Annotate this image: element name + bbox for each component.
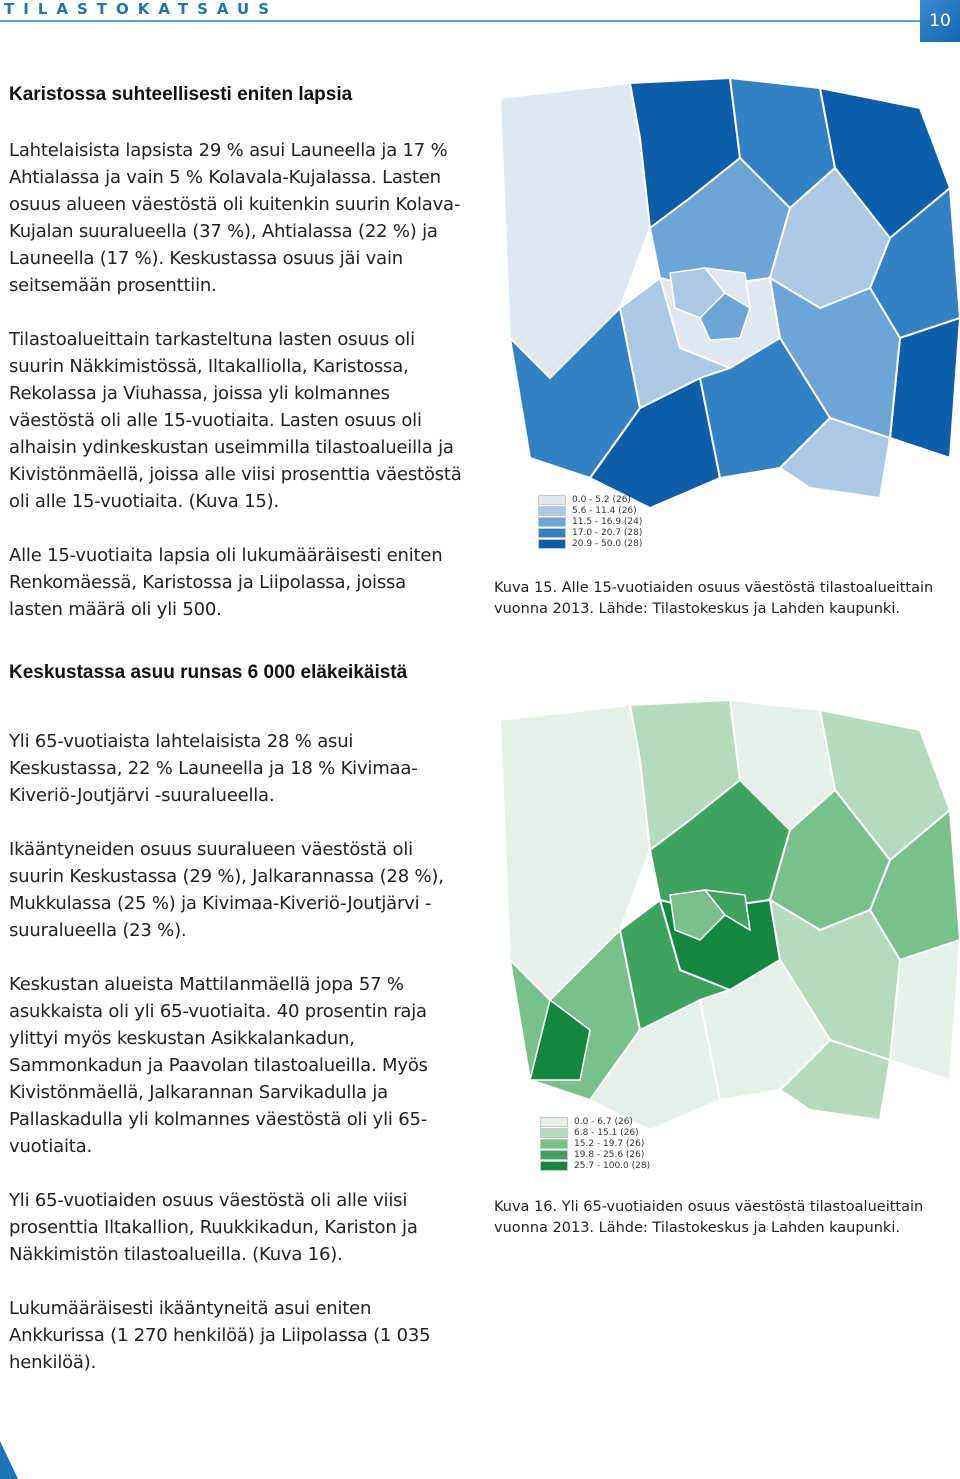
legend-swatch bbox=[540, 1117, 568, 1127]
legend-swatch bbox=[538, 539, 566, 549]
choropleth-map-blue bbox=[490, 78, 960, 558]
elderly-share-map bbox=[490, 700, 960, 1180]
legend-swatch bbox=[540, 1161, 568, 1171]
map1-caption: Kuva 15. Alle 15-vuotiaiden osuus väestöstä tilastoalueittain vuonna 2013. Lähde: Tilastokeskus ja Lahden kaupunki. bbox=[494, 580, 934, 617]
section-heading-children: Karistossa suhteellisesti eniten lapsia bbox=[9, 84, 353, 105]
legend-label: 17.0 - 20.7 (28) bbox=[572, 527, 643, 538]
legend-item bbox=[540, 1127, 650, 1138]
legend-swatch bbox=[540, 1128, 568, 1138]
map1-legend bbox=[538, 494, 642, 549]
map2-legend bbox=[540, 1116, 650, 1171]
legend-label: 5.6 - 11.4 (26) bbox=[572, 505, 637, 516]
children-share-map bbox=[490, 78, 960, 558]
paragraph: Lahtelaisista lapsista 29 % asui Launeella ja 17 % Ahtialassa ja vain 5 % Kolavala-Kujalassa. Lasten osuus alueen väestöstä oli kuitenkin suurin Kolava-Kujalan suuralueella (37 %), Ahtialassa (22 %) ja Launeella (17 %). Keskustassa osuus jäi vain seitsemään prosenttiin. bbox=[9, 140, 461, 296]
page-number-badge: 10 bbox=[920, 0, 960, 42]
legend-swatch bbox=[538, 506, 566, 516]
header-rule bbox=[0, 20, 920, 22]
legend-item bbox=[540, 1116, 650, 1127]
map2-caption: Kuva 16. Yli 65-vuotiaiden osuus väestöstä tilastoalueittain vuonna 2013. Lähde: Tilastokeskus ja Lahden kaupunki. bbox=[494, 1199, 924, 1236]
paragraph: Alle 15-vuotiaita lapsia oli lukumääräisesti eniten Renkomäessä, Karistossa ja Liipolassa, joissa lasten määrä oli yli 500. bbox=[9, 545, 443, 620]
section-heading-elderly: Keskustassa asuu runsas 6 000 eläkeikäistä bbox=[9, 662, 408, 683]
legend-item bbox=[540, 1149, 650, 1160]
corner-decoration bbox=[0, 1441, 18, 1479]
legend-swatch bbox=[538, 495, 566, 505]
legend-label: 0.0 - 6.7 (26) bbox=[574, 1116, 633, 1127]
legend-item bbox=[538, 494, 642, 505]
paragraph: Ikääntyneiden osuus suuralueen väestöstä oli suurin Keskustassa (29 %), Jalkarannassa (28 %), Mukkulassa (25 %) ja Kivimaa-Kiveriö-Joutjärvi -suuralueella (23 %). bbox=[9, 839, 444, 941]
paragraph: Lukumääräisesti ikääntyneitä asui eniten Ankkurissa (1 270 henkilöä) ja Liipolassa (1 035 henkilöä). bbox=[9, 1298, 431, 1373]
legend-item bbox=[538, 505, 642, 516]
legend-label: 20.9 - 50.0 (28) bbox=[572, 538, 643, 549]
legend-item bbox=[538, 538, 642, 549]
legend-item bbox=[538, 516, 642, 527]
legend-swatch bbox=[540, 1139, 568, 1149]
legend-swatch bbox=[540, 1150, 568, 1160]
legend-label: 11.5 - 16.9 (24) bbox=[572, 516, 643, 527]
choropleth-map-green bbox=[490, 700, 960, 1180]
legend-label: 15.2 - 19.7 (26) bbox=[574, 1138, 645, 1149]
legend-item bbox=[538, 527, 642, 538]
legend-label: 25.7 - 100.0 (28) bbox=[574, 1160, 651, 1171]
section2-text bbox=[9, 728, 464, 1376]
paragraph: Tilastoalueittain tarkasteltuna lasten osuus oli suurin Näkkimistössä, Iltakalliolla, Karistossa, Rekolassa ja Viuhassa, joissa yli kolmannes väestöstä oli alle 15-vuotiaita. Lasten osuus oli alhaisin ydinkeskustan useimmilla tilastoalueilla ja Kivistönmäellä, joissa alle viisi prosenttia väestöstä oli alle 15-vuotiaita. (Kuva 15). bbox=[9, 329, 462, 512]
legend-swatch bbox=[538, 528, 566, 538]
legend-label: 6.8 - 15.1 (26) bbox=[574, 1127, 639, 1138]
paragraph: Yli 65-vuotiaiden osuus väestöstä oli alle viisi prosenttia Iltakallion, Ruukkikadun, Kariston ja Näkkimistön tilastoalueilla. (Kuva 16). bbox=[9, 1190, 418, 1265]
page-header bbox=[0, 0, 960, 22]
paragraph: Yli 65-vuotiaista lahtelaisista 28 % asui Keskustassa, 22 % Launeella ja 18 % Kivimaa-Kiveriö-Joutjärvi -suuralueella. bbox=[9, 731, 418, 806]
legend-item bbox=[540, 1160, 650, 1171]
legend-item bbox=[540, 1138, 650, 1149]
legend-swatch bbox=[538, 517, 566, 527]
paragraph: Keskustan alueista Mattilanmäellä jopa 57 % asukkaista oli yli 65-vuotiaita. 40 prosentin raja ylittyi myös keskustan Asikkalankadun, Sammonkadun ja Paavolan tilastoalueilla. Myös Kivistönmäellä, Jalkarannan Sarvikadulla ja Pallaskadulla yli kolmannes väestöstä oli yli 65-vuotiaita. bbox=[9, 974, 428, 1157]
legend-label: 0.0 - 5.2 (26) bbox=[572, 494, 631, 505]
legend-label: 19.8 - 25.6 (26) bbox=[574, 1149, 645, 1160]
publication-title: TILASTOKATSAUS bbox=[4, 0, 279, 18]
section1-text bbox=[9, 137, 464, 623]
